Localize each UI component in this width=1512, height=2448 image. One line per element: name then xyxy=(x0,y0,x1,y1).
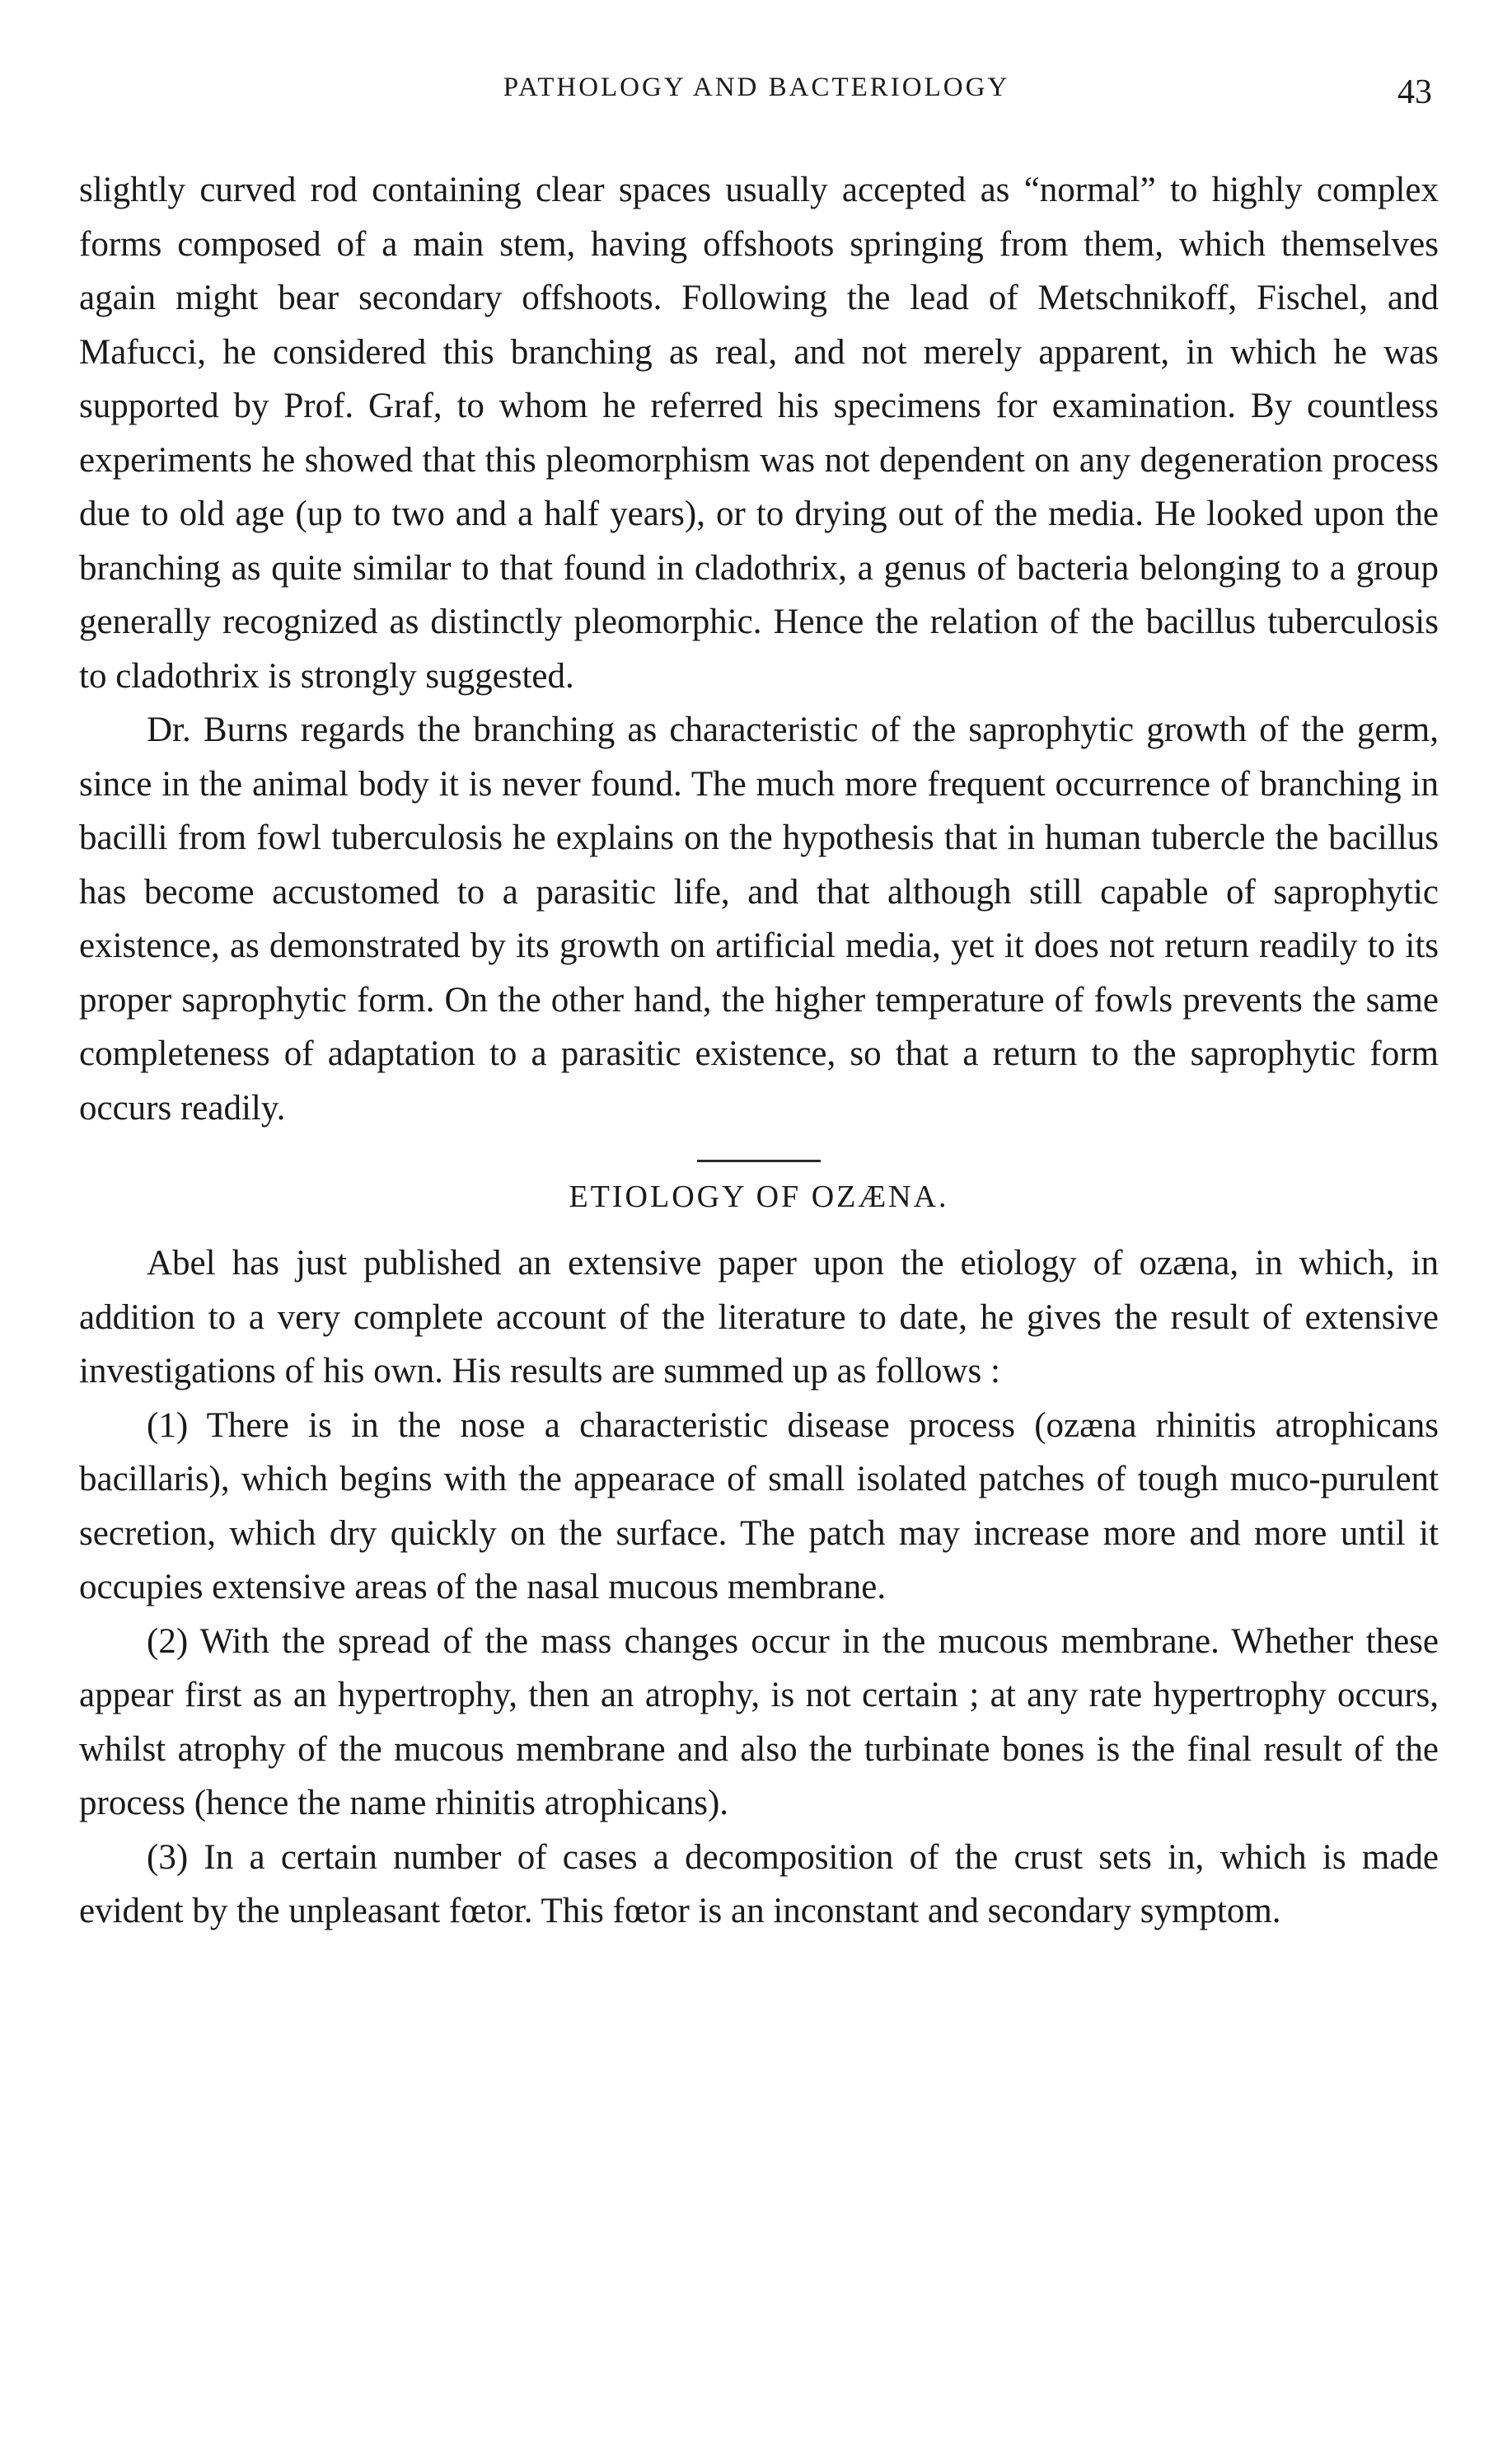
running-head xyxy=(81,73,1432,122)
numbered-point: (1) There is in the nose a characteristic disease process (ozæna rhinitis atrophicans bacillaris), which begins with the appearace of small isolated patches of tough muco-purulent secretion, which dry quickly on the surface. The patch may increase more and more until it occupies extensive areas of the nasal mucous membrane. xyxy=(79,1405,1439,1606)
text-block xyxy=(79,163,1439,1939)
body-paragraph: slightly curved rod containing clear spaces usually accepted as “normal” to highly complex forms composed of a main stem, having offshoots springing from them, which themselves again might bear secondary offshoots. Following the lead of Metschnikoff, Fischel, and Mafucci, he considered this branching as real, and not merely apparent, in which he was supported by Prof. Graf, to whom he referred his specimens for examination. By countless experiments he showed that this pleomorphism was not dependent on any degeneration process due to old age (up to two and a half years), or to drying out of the media. He looked upon the branching as quite similar to that found in cladothrix, a genus of bacteria belonging to a group generally recognized as distinctly pleomorphic. Hence the relation of the bacillus tuberculosis to cladothrix is strongly suggested. xyxy=(79,171,1439,696)
page-number: 43 xyxy=(1397,73,1432,111)
running-title: PATHOLOGY AND BACTERIOLOGY xyxy=(503,73,1010,102)
body-paragraph: Dr. Burns regards the branching as characteristic of the saprophytic growth of the germ, since in the animal body it is never found. The much more frequent occurrence of branching in bacilli from fowl tuberculosis he explains on the hypothesis that in human tubercle the bacillus has become accustomed to a parasitic life, and that although still capable of saprophytic existence, as demonstrated by its growth on artificial media, yet it does not return readily to its proper saprophytic form. On the other hand, the higher temperature of fowls prevents the same completeness of adaptation to a parasitic existence, so that a return to the saprophytic form occurs readily. xyxy=(79,710,1439,1128)
numbered-point: (2) With the spread of the mass changes occur in the mucous membrane. Whether these appear first as an hypertrophy, then an atrophy, is not certain ; at any rate hypertrophy occurs, whilst atrophy of the mucous membrane and also the turbinate bones is the final result of the process (hence the name rhinitis atrophicans). xyxy=(79,1621,1439,1822)
section-divider xyxy=(697,1160,821,1162)
numbered-point: (3) In a certain number of cases a decomposition of the crust sets in, which is made evident by the unpleasant fœtor. This fœtor is an inconstant and secondary symptom. xyxy=(79,1837,1439,1930)
section-intro-paragraph: Abel has just published an extensive paper upon the etiology of ozæna, in which, in addition to a very complete account of the literature to date, he gives the result of extensive investigations of his own. His results are summed up as follows : xyxy=(79,1244,1439,1390)
section-heading: ETIOLOGY OF OZÆNA. xyxy=(569,1179,949,1214)
